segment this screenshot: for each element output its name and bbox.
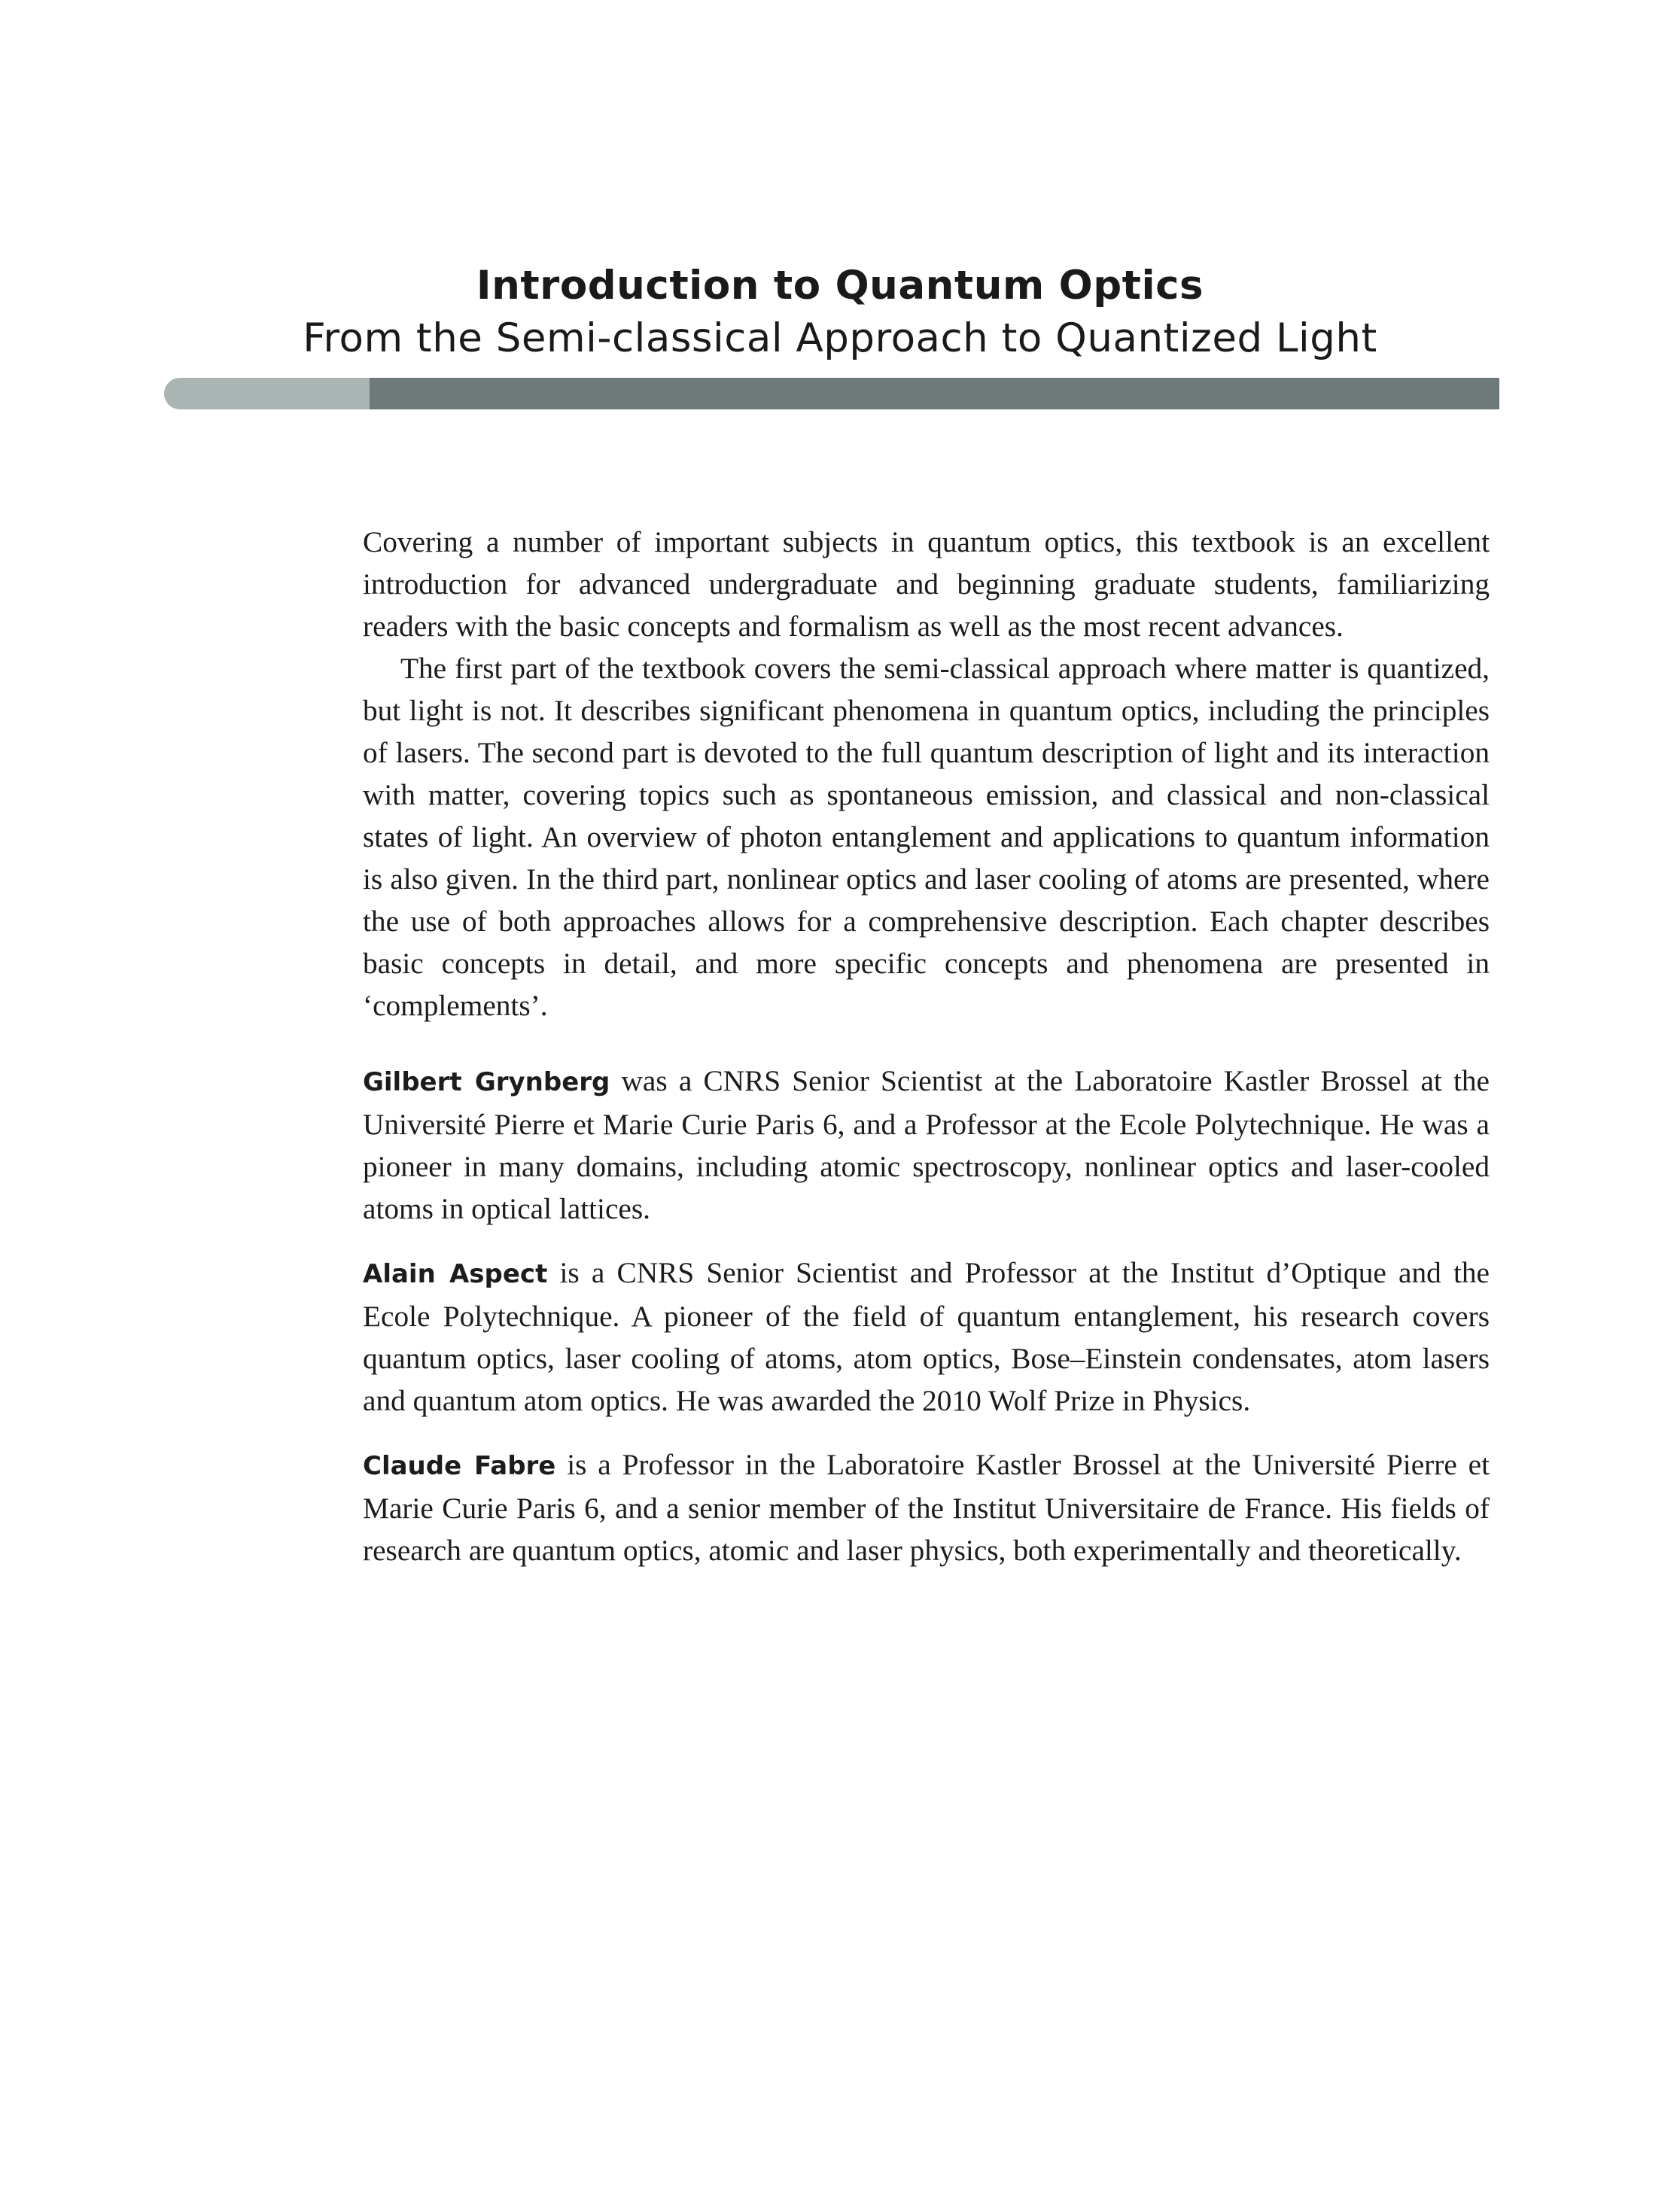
title-rule-light — [164, 378, 370, 409]
title-block — [0, 260, 1680, 365]
author-bio-text: is a Professor in the Laboratoire Kastler Brossel at the Université Pierre et Marie Curie Paris 6, and a senior member of the Institut Universitaire de France. His fields of research are quantum optics, atomic and laser physics, both experimentally and theoretically. — [363, 1448, 1490, 1567]
book-title: Introduction to Quantum Optics — [476, 263, 1204, 309]
book-subtitle: From the Semi-classical Approach to Quantized Light — [303, 315, 1377, 361]
author-name: Gilbert Grynberg — [363, 1067, 610, 1097]
author-name: Alain Aspect — [363, 1259, 548, 1289]
author-bio-text: is a CNRS Senior Scientist and Professor at the Institut d’Optique and the Ecole Polytechnique. A pioneer of the field of quantum entanglement, his research covers quantum optics, laser cooling of atoms, atom optics, Bose–Einstein condensates, atom lasers and quantum atom optics. He was awarded the 2010 Wolf Prize in Physics. — [363, 1256, 1490, 1417]
description-paragraph-1: Covering a number of important subjects in quantum optics, this textbook is an excellent introduction for advanced undergraduate and beginning graduate students, familiarizing readers with the basic concepts and formalism as well as the most recent advances. — [363, 525, 1490, 643]
author-bio-text: was a CNRS Senior Scientist at the Laboratoire Kastler Brossel at the Université Pierre et Marie Curie Paris 6, and a Professor at the Ecole Polytechnique. He was a pioneer in many domains, including atomic spectroscopy, nonlinear optics and laser-cooled atoms in optical lattices. — [363, 1064, 1490, 1225]
author-bio-grynberg — [363, 1060, 1490, 1230]
author-name: Claude Fabre — [363, 1451, 556, 1481]
title-rule-dark — [370, 378, 1499, 409]
author-bio-fabre — [363, 1443, 1490, 1571]
author-bio-aspect — [363, 1252, 1490, 1422]
book-description — [363, 521, 1490, 1571]
description-paragraph-2: The first part of the textbook covers the semi-classical approach where matter is quantized, but light is not. It describes significant phenomena in quantum optics, including the principles of lasers. The second part is devoted to the full quantum description of light and its interaction with matter, covering topics such as spontaneous emission, and classical and non-classical states of light. An overview of photon entanglement and applications to quantum information is also given. In the third part, nonlinear optics and laser cooling of atoms are presented, where the use of both approaches allows for a comprehensive description. Each chapter describes basic concepts in detail, and more specific concepts and phenomena are presented in ‘complements’. — [363, 652, 1490, 1022]
